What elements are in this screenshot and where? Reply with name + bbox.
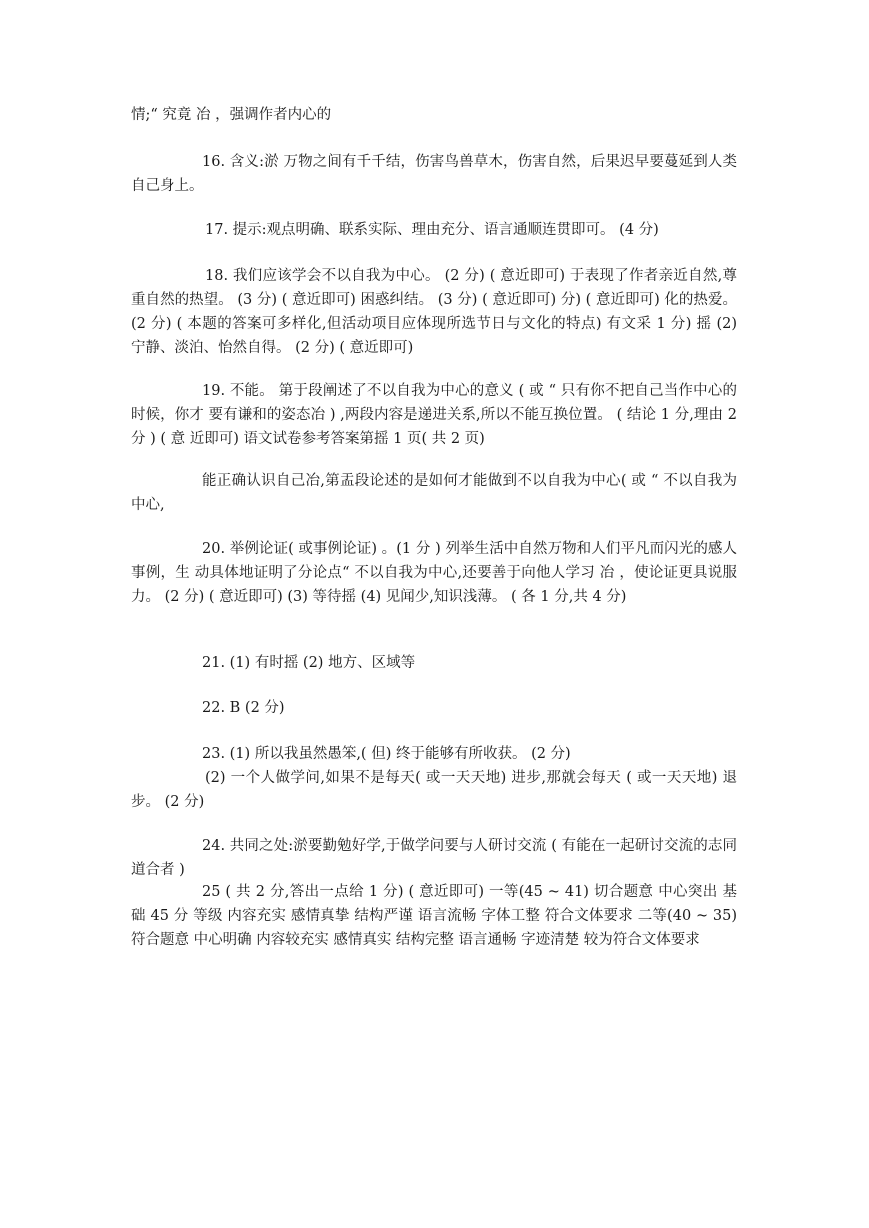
paragraph-19-continuation: 能正确认识自己冶,第盂段论述的是如何才能做到不以自我为中心( 或 “ 不以自我为中心, [131, 473, 737, 513]
paragraph-continuation: 情;“ 究竟 冶 ，强调作者内心的 [131, 107, 332, 123]
answer-25: 25 ( 共 2 分,答出一点给 1 分) ( 意近即可) 一等(45 ~ 41) 切合题意 中心突出 基础 45 分 等级 内容充实 感情真挚 结构严谨 语言流畅 字体工整 符合文体要求 二等(40 ~ 35) 符合题意 中心明确 内容较充实 感情真实 结构完整 语言通畅 字迹清楚 较为符合文体要求 [131, 884, 737, 948]
answer-17: 17. 提示:观点明确、联系实际、理由充分、语言通顺连贯即可。 (4 分) [205, 222, 659, 238]
answer-21: 21. (1) 有时摇 (2) 地方、区域等 [202, 655, 416, 671]
answer-16: 16. 含义:淤 万物之间有千千结，伤害鸟兽草木，伤害自然，后果迟早要蔓延到人类自己身上。 [131, 154, 737, 194]
answer-23-part-1: 23. (1) 所以我虽然愚笨,( 但) 终于能够有所收获。 (2 分) [202, 746, 571, 762]
answer-23-part-2: (2) 一个人做学问,如果不是每天( 或一天天地) 进步,那就会每天 ( 或一天天地) 退步。 (2 分) [131, 770, 737, 810]
answer-20: 20. 举例论证( 或事例论证) 。(1 分 ) 列举生活中自然万物和人们平凡而闪光的感人事例，生 动具体地证明了分论点“ 不以自我为中心,还要善于向他人学习 冶 ，使论证更具说服力。 (2 分) ( 意近即可) (3) 等待摇 (4) 见闻少,知识浅薄。 ( 各 1 分,共 4 分) [131, 541, 737, 605]
answer-24: 24. 共同之处:淤要勤勉好学,于做学问要与人研讨交流 ( 有能在一起研讨交流的志同道合者 ) [131, 838, 737, 878]
answer-18: 18. 我们应该学会不以自我为中心。 (2 分) ( 意近即可) 于表现了作者亲近自然,尊重自然的热望。 (3 分) ( 意近即可) 困惑纠结。 (3 分) ( 意近即可) 分) ( 意近即可) 化的热爱。 (2 分) ( 本题的答案可多样化,但活动项目应体现所选节日与文化的特点) 有文采 1 分) 摇 (2) 宁静、淡泊、怡然自得。 (2 分) ( 意近即可) [131, 268, 737, 356]
answer-19: 19. 不能。 第于段阐述了不以自我为中心的意义 ( 或 “ 只有你不把自己当作中心的时候，你才 要有谦和的姿态冶 ) ,两段内容是递进关系,所以不能互换位置。 ( 结论 1 分,理由 2 分 ) ( 意 近即可) 语文试卷参考答案第摇 1 页( 共 2 页) [131, 383, 737, 447]
answer-22: 22. B (2 分) [202, 700, 285, 716]
